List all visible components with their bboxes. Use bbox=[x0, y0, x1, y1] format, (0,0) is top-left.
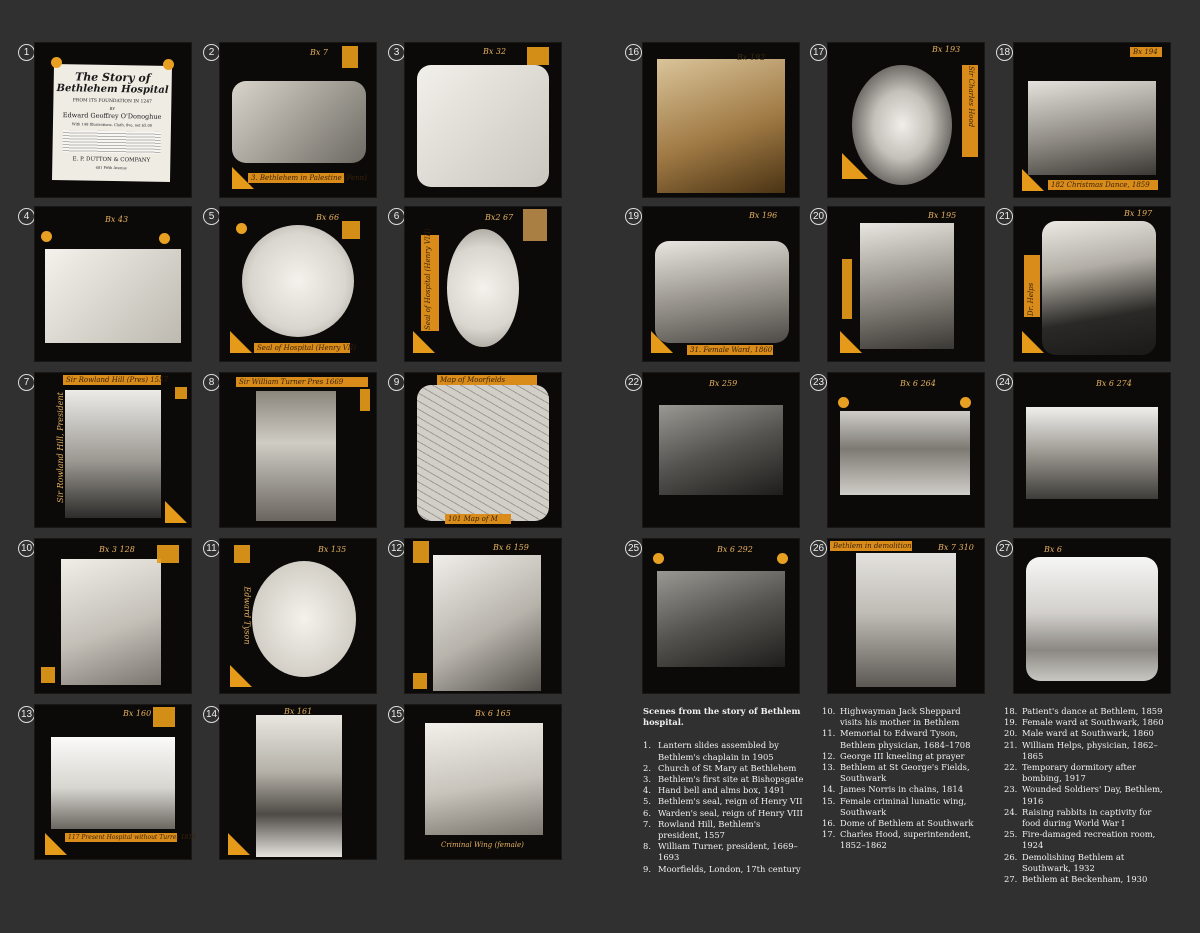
slide-box-number: Bx 6 165 bbox=[475, 709, 511, 718]
slide-caption: Sir Charles Hood bbox=[962, 65, 978, 157]
slide-image bbox=[659, 405, 783, 495]
tape bbox=[527, 47, 549, 65]
lantern-slide-2 bbox=[220, 43, 376, 197]
slide-image bbox=[425, 723, 543, 835]
legend-item: 1. Lantern slides assembled by Bethlem's chaplain in 1905 bbox=[643, 740, 779, 762]
legend-item: 4. Hand bell and alms box, 1491 bbox=[643, 785, 785, 796]
slide-box-number: Bx 195 bbox=[928, 211, 957, 220]
slide-box-number: Bx 6 159 bbox=[493, 543, 529, 552]
slide-number: 11 bbox=[203, 540, 220, 557]
lantern-slide-14 bbox=[220, 705, 376, 859]
lantern-slide-17 bbox=[828, 43, 984, 197]
tape-dot bbox=[960, 397, 971, 408]
lantern-slide-9 bbox=[405, 373, 561, 527]
slide-number: 18 bbox=[996, 44, 1013, 61]
slide-image bbox=[256, 715, 342, 857]
slide-caption: 3. Bethlehem in Palestine (Penn) bbox=[248, 173, 344, 183]
slide-box-number: Bx 160 bbox=[123, 709, 152, 718]
corner-marker bbox=[45, 833, 67, 855]
lantern-slide-19 bbox=[643, 207, 799, 361]
corner-marker bbox=[232, 167, 254, 189]
slide-number: 19 bbox=[625, 208, 642, 225]
slide-side-note: Sir Rowland Hill, President bbox=[55, 392, 65, 503]
legend-item: 21. William Helps, physician, 1862–1865 bbox=[1004, 739, 1158, 761]
slide-image bbox=[840, 411, 970, 495]
slide-number: 21 bbox=[996, 208, 1013, 225]
slide-image bbox=[433, 555, 541, 691]
lantern-slide-10 bbox=[35, 539, 191, 693]
slide-side-note: Edward Tyson bbox=[242, 586, 252, 645]
seal-image bbox=[242, 225, 354, 337]
corner-marker bbox=[413, 331, 435, 353]
corner-marker bbox=[1022, 169, 1044, 191]
tape bbox=[175, 387, 187, 399]
legend-item: 27. Bethlem at Beckenham, 1930 bbox=[1004, 874, 1148, 885]
map-image bbox=[417, 385, 549, 521]
slide-title-tape: Map of Moorfields bbox=[437, 375, 537, 385]
cover-title-2: Bethlehem Hospital bbox=[56, 83, 169, 96]
slide-box-number: Bx 196 bbox=[749, 211, 778, 220]
slide-number: 6 bbox=[388, 208, 405, 225]
cover-illustrations: With 148 Illustrations. Cloth, 8vo, net $5.00 bbox=[71, 122, 153, 128]
corner-marker bbox=[1022, 331, 1044, 353]
slide-caption: Dr. Helps bbox=[1024, 255, 1040, 317]
legend-item: 19. Female ward at Southwark, 1860 bbox=[1004, 717, 1164, 728]
tape-dot bbox=[163, 59, 174, 70]
corner-marker bbox=[228, 833, 250, 855]
slide-number: 12 bbox=[388, 540, 405, 557]
seal-image bbox=[447, 229, 519, 347]
cover-publisher: E. P. DUTTON & COMPANY bbox=[72, 156, 151, 164]
cover-author: Edward Geoffrey O'Donoghue bbox=[62, 111, 162, 121]
slide-image bbox=[51, 737, 175, 829]
slide-number: 10 bbox=[18, 540, 35, 557]
slide-image bbox=[232, 81, 366, 163]
tape bbox=[523, 209, 547, 241]
slide-number: 9 bbox=[388, 374, 405, 391]
slide-image bbox=[856, 553, 956, 687]
tape bbox=[360, 389, 370, 411]
slide-caption: Seal of Hospital (Henry VIII) bbox=[421, 235, 439, 331]
slide-image bbox=[1028, 81, 1156, 175]
legend-item: 7. Rowland Hill, Bethlem's president, 1557 bbox=[643, 818, 761, 841]
slide-number: 24 bbox=[996, 374, 1013, 391]
tape-dot bbox=[777, 553, 788, 564]
slide-number: 13 bbox=[18, 706, 35, 723]
slide-title-tape: Sir William Turner Pres 1669 bbox=[236, 377, 368, 387]
slide-image bbox=[45, 249, 181, 343]
slide-number: 4 bbox=[18, 208, 35, 225]
cover-body-lines bbox=[62, 130, 160, 154]
tape-dot bbox=[236, 223, 247, 234]
slide-number: 8 bbox=[203, 374, 220, 391]
slide-box-number: Bx 193 bbox=[932, 45, 961, 54]
slide-number: 23 bbox=[810, 374, 827, 391]
tape-dot bbox=[51, 57, 62, 68]
lantern-slide-27 bbox=[1014, 539, 1170, 693]
portrait-image bbox=[1042, 221, 1156, 355]
legend-item: 23. Wounded Soldiers' Day, Bethlem, 1916 bbox=[1004, 784, 1163, 806]
tape bbox=[413, 673, 427, 689]
slide-image bbox=[1026, 407, 1158, 499]
cover-address: 681 Fifth Avenue bbox=[95, 165, 127, 171]
tape bbox=[153, 707, 175, 727]
legend-item: 25. Fire-damaged recreation room, 1924 bbox=[1004, 829, 1156, 851]
slide-box-number: Bx 161 bbox=[284, 707, 313, 716]
legend-item: 10. Highwayman Jack Sheppard visits his mother in Bethlem bbox=[822, 706, 961, 728]
slide-box-number: Bx 66 bbox=[316, 213, 340, 222]
legend-list bbox=[822, 706, 978, 852]
slide-box-number: Bx2 67 bbox=[485, 213, 514, 222]
lantern-slide-5 bbox=[220, 207, 376, 361]
slide-number: 7 bbox=[18, 374, 35, 391]
lantern-slide-6 bbox=[405, 207, 561, 361]
legend-column-1 bbox=[643, 706, 805, 875]
slide-title-tape: Bethlem in demolition bbox=[830, 541, 912, 551]
cover-by: BY bbox=[109, 105, 116, 112]
slide-caption: 117 Present Hospital without Turret 1815 bbox=[65, 833, 177, 842]
slide-number: 27 bbox=[996, 540, 1013, 557]
tape-dot bbox=[653, 553, 664, 564]
slide-box-number: Bx 192 bbox=[737, 53, 766, 62]
slide-caption: Seal of Hospital (Henry VII) bbox=[254, 343, 350, 353]
slide-caption: Criminal Wing (female) bbox=[441, 841, 524, 849]
slide-number: 17 bbox=[810, 44, 827, 61]
slide-caption: 182 Christmas Dance, 1859 bbox=[1048, 180, 1158, 190]
slide-box-number: Bx 7 bbox=[310, 48, 329, 57]
corner-marker bbox=[840, 331, 862, 353]
slide-number: 3 bbox=[388, 44, 405, 61]
lantern-slide-3 bbox=[405, 43, 561, 197]
slide-box-number: Bx 6 274 bbox=[1096, 379, 1132, 388]
slide-box-number: Bx 6 bbox=[1044, 545, 1063, 554]
slide-box-number: Bx 6 292 bbox=[717, 545, 753, 554]
lantern-slide-23 bbox=[828, 373, 984, 527]
tape bbox=[234, 545, 250, 563]
lantern-slide-13 bbox=[35, 705, 196, 859]
memorial-image bbox=[252, 561, 356, 677]
portrait-image bbox=[256, 391, 336, 521]
lantern-slide-25 bbox=[643, 539, 799, 693]
cover-title: The Story of bbox=[74, 70, 151, 85]
slide-image bbox=[860, 223, 954, 349]
slide-number: 2 bbox=[203, 44, 220, 61]
slide-caption: 101 Map of M bbox=[445, 514, 511, 524]
slide-image bbox=[417, 65, 549, 187]
slide-number: 26 bbox=[810, 540, 827, 557]
lantern-slide-11 bbox=[220, 539, 376, 693]
slide-number: 22 bbox=[625, 374, 642, 391]
slide-caption: 31. Female Ward, 1860 bbox=[687, 345, 773, 355]
legend-item: 20. Male ward at Southwark, 1860 bbox=[1004, 728, 1154, 739]
lantern-slide-12 bbox=[405, 539, 561, 693]
legend-item: 14. James Norris in chains, 1814 bbox=[822, 784, 964, 795]
legend-item: 5. Bethlem's seal, reign of Henry VII bbox=[643, 796, 803, 807]
legend-list bbox=[1004, 706, 1170, 885]
slide-box-number: Bx 43 bbox=[105, 215, 129, 224]
legend-item: 8. William Turner, president, 1669–1693 bbox=[643, 841, 798, 863]
legend-item: 26. Demolishing Bethlem at Southwark, 1932 bbox=[1004, 851, 1125, 873]
tape bbox=[41, 667, 55, 683]
legend-item: 9. Moorfields, London, 17th century bbox=[643, 863, 801, 874]
tape bbox=[842, 259, 852, 319]
legend-item: 24. Raising rabbits in captivity for food during World War I bbox=[1004, 806, 1152, 829]
slide-box-number: Bx 32 bbox=[483, 47, 507, 56]
lantern-slide-24 bbox=[1014, 373, 1170, 527]
legend-column-2 bbox=[822, 706, 978, 852]
slide-number: 1 bbox=[18, 44, 35, 61]
legend-item: 12. George III kneeling at prayer bbox=[822, 750, 965, 761]
lantern-slide-26 bbox=[828, 539, 984, 693]
lantern-slide-1 bbox=[35, 43, 191, 197]
slide-number: 16 bbox=[625, 44, 642, 61]
legend-list bbox=[643, 740, 805, 874]
corner-marker bbox=[842, 153, 868, 179]
lantern-slide-15 bbox=[405, 705, 561, 859]
lantern-slide-7 bbox=[35, 373, 191, 527]
portrait-image bbox=[65, 390, 161, 518]
slide-box-number: Bx 259 bbox=[709, 379, 738, 388]
legend-item: 18. Patient's dance at Bethlem, 1859 bbox=[1004, 706, 1163, 716]
book-cover-image bbox=[52, 64, 172, 182]
slide-number: 25 bbox=[625, 540, 642, 557]
lantern-slide-4 bbox=[35, 207, 191, 361]
tape bbox=[342, 46, 358, 68]
slide-number: 15 bbox=[388, 706, 405, 723]
legend-item: 17. Charles Hood, superintendent, 1852–1862 bbox=[822, 829, 972, 851]
cover-subtitle: FROM ITS FOUNDATION IN 1247 bbox=[72, 98, 152, 105]
corner-marker bbox=[230, 331, 252, 353]
slide-image bbox=[657, 571, 785, 667]
legend-item: 3. Bethlem's first site at Bishopsgate bbox=[643, 774, 804, 785]
lantern-slide-18 bbox=[1014, 43, 1170, 197]
tape bbox=[342, 221, 360, 239]
slide-box-number: Bx 197 bbox=[1124, 209, 1153, 218]
lantern-slide-16 bbox=[643, 43, 799, 197]
legend-column-3 bbox=[1004, 706, 1170, 885]
slide-image bbox=[655, 241, 789, 343]
legend-item: 13. Bethlem at St George's Fields, Southwark bbox=[822, 762, 970, 784]
legend-item: 6. Warden's seal, reign of Henry VIII bbox=[643, 807, 803, 818]
legend-item: 15. Female criminal lunatic wing, Southwark bbox=[822, 795, 967, 817]
slide-title-tape: Sir Rowland Hill (Pres) 1557 bbox=[63, 375, 161, 385]
corner-marker bbox=[651, 331, 673, 353]
legend-item: 16. Dome of Bethlem at Southwark bbox=[822, 818, 974, 829]
slide-box-number: Bx 7 310 bbox=[938, 543, 974, 552]
tape-dot bbox=[838, 397, 849, 408]
slide-box-number: Bx 135 bbox=[318, 545, 347, 554]
slide-image bbox=[1026, 557, 1158, 681]
tape-dot bbox=[159, 233, 170, 244]
dome-image bbox=[657, 59, 785, 193]
corner-marker bbox=[230, 665, 252, 687]
slide-box-number: Bx 194 bbox=[1130, 47, 1162, 57]
slide-box-number: Bx 6 264 bbox=[900, 379, 936, 388]
corner-marker bbox=[165, 501, 187, 523]
slide-box-number: Bx 3 128 bbox=[99, 545, 135, 554]
lantern-slide-20 bbox=[828, 207, 984, 361]
tape-dot bbox=[41, 231, 52, 242]
slide-number: 5 bbox=[203, 208, 220, 225]
slide-image bbox=[61, 559, 161, 685]
tape bbox=[157, 545, 179, 563]
lantern-slide-22 bbox=[643, 373, 799, 527]
slide-number: 14 bbox=[203, 706, 220, 723]
legend-heading: Scenes from the story of Bethlem hospital. bbox=[643, 706, 801, 728]
legend-item: 2. Church of St Mary at Bethlehem bbox=[643, 762, 797, 773]
legend-item: 11. Memorial to Edward Tyson, Bethlem physician, 1684–1708 bbox=[822, 728, 971, 750]
lantern-slide-8 bbox=[220, 373, 376, 527]
slide-number: 20 bbox=[810, 208, 827, 225]
legend-item: 22. Temporary dormitory after bombing, 1917 bbox=[1004, 762, 1136, 784]
lantern-slide-21 bbox=[1014, 207, 1170, 361]
tape bbox=[413, 541, 429, 563]
